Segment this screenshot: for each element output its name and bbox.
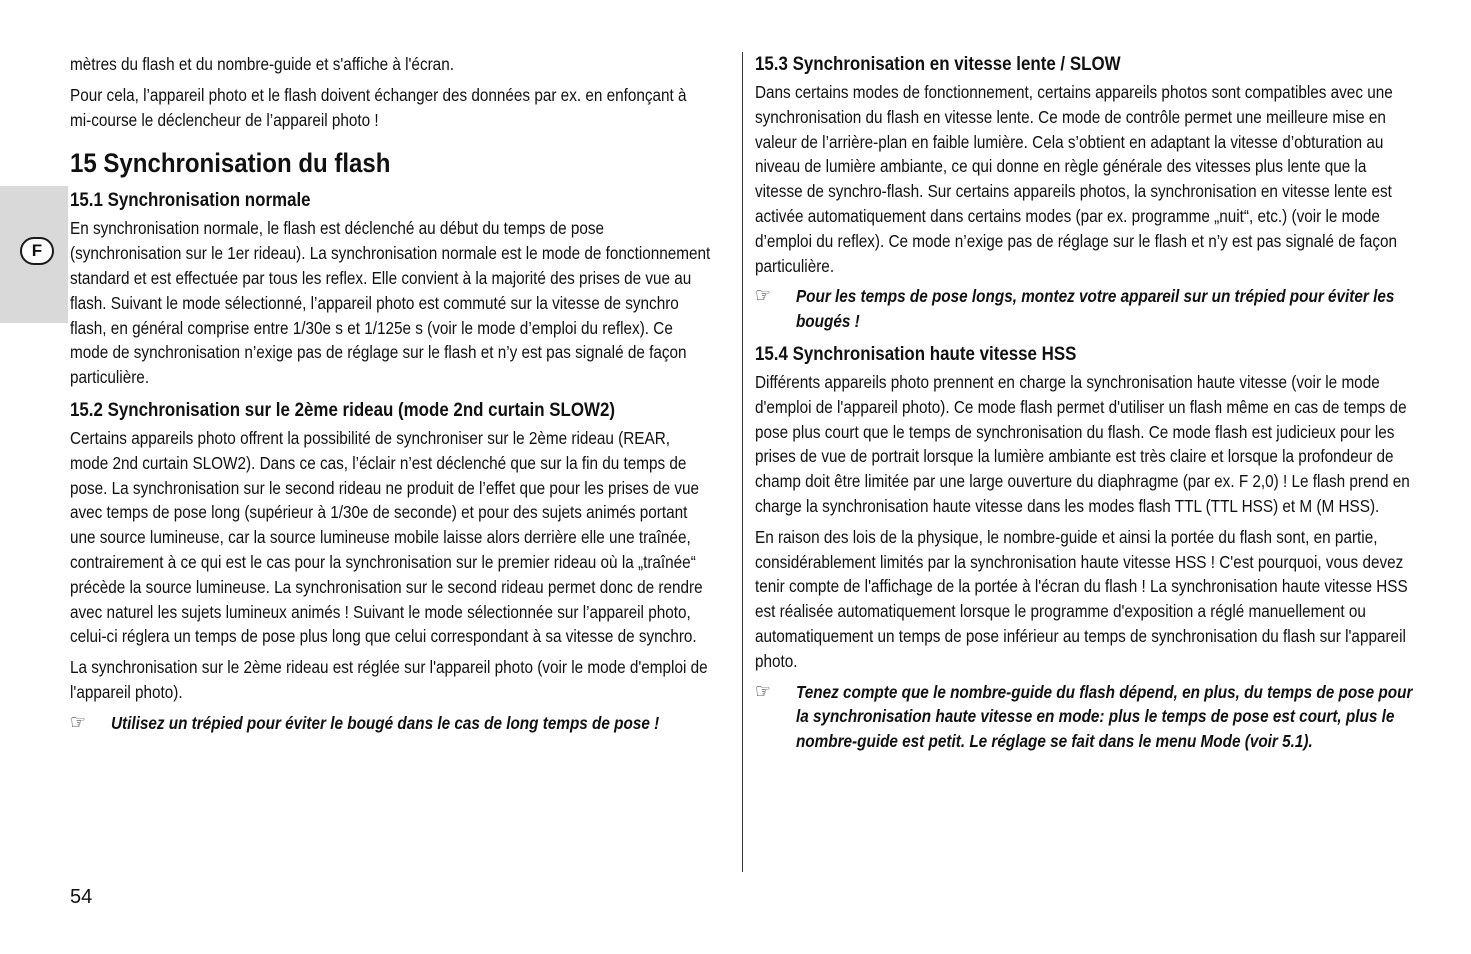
language-badge: F [20,237,54,265]
note-15-2 [70,711,711,736]
section-15-3-paragraph: Dans certains modes de fonctionnement, certains appareils photos sont compatibles avec une synchronisation du flash en vitesse lente. Ce mode de contrôle permet une meilleure mise en valeur de l’arrière-plan en faible lumière. Cela s’obtient en adaptant la vitesse d’obturation au niveau de lumière ambiante, ce qui donne en règle générale des vitesses plus lente que la vitesse de synchro-flash. Sur certains appareils photos, la synchronisation en vitesse lente est activée automatiquement dans certains modes (par ex. programme „nuit“, etc.) (voir le mode d’emploi du reflex). Ce mode n’exige pas de réglage sur le flash et n’y est pas signalé de façon particulière. [755,82,1397,276]
note-15-3-text: Pour les temps de pose longs, montez votre appareil sur un trépied pour éviter les bougés ! [795,286,1395,332]
note-15-4-text: Tenez compte que le nombre-guide du flash dépend, en plus, du temps de pose pour la synchronisation haute vitesse en mode: plus le temps de pose est court, plus le nombre-guide est petit. Le réglage se fait dans le menu Mode (voir 5.1). [795,681,1413,752]
note-15-4 [755,680,1414,754]
section-15-4-paragraph-1: Différents appareils photo prennent en charge la synchronisation haute vitesse (voir le mode d'emploi de l'appareil photo). Ce mode flash permet d'utiliser un flash même en cas de temps de pose plus court que le temps de synchronisation du flash. Ce mode flash est judicieux pour les prises de vue de portrait lorsque la lumière ambiante est très claire et lorsque la profondeur de champ doit être limitée par une large ouverture du diaphragme (par ex. F 2,0) ! Le flash prend en charge la synchronisation haute vitesse dans les modes flash TTL (TTL HSS) et M (M HSS). [755,371,1410,516]
right-column [755,52,1414,762]
page-number: 54 [70,886,93,908]
intro-paragraph-2: Pour cela, l’appareil photo et le flash doivent échanger des données par ex. en enfonçant à mi-course le déclencheur de l’appareil photo ! [70,84,687,130]
section-15-2-paragraph-1: Certains appareils photo offrent la possibilité de synchroniser sur le 2ème rideau (REAR, mode 2nd curtain SLOW2). Dans ce cas, l’éclair n’est déclenché que sur la fin du temps de pose. La synchronisation sur le second rideau ne produit de l’effet que pour les prises de vue avec temps de pose long (supérieur à 1/30e de seconde) et pour des sujets animés portant une source lumineuse, car la source lumineuse mobile laisse alors derrière elle une traînée, contrairement à ce qui est le cas pour la synchronisation sur le premier rideau où la „traînée“ précède la source lumineuse. La synchronisation sur le second rideau permet donc de rendre avec naturel les sujets lumineux animés ! Suivant le mode sélectionnée sur l’appareil photo, celui-ci réglera un temps de pose plus long que celui correspondant à sa vitesse de synchro. [70,427,703,647]
section-heading-15-4: 15.4 Synchronisation haute vitesse HSS [755,343,1077,365]
section-15-1-paragraph: En synchronisation normale, le flash est déclenché au début du temps de pose (synchronisation sur le 1er rideau). La synchronisation normale est le mode de fonctionnement standard et est effectuée par tous les reflex. Elle convient à la majorité des prises de vue au flash. Suivant le mode sélectionné, l’appareil photo est commuté sur la vitesse de synchro flash, en général comprise entre 1/30e s et 1/125e s (voir le mode d’emploi du reflex). Ce mode de synchronisation n’exige pas de réglage sur le flash et n’y est pas signalé de façon particulière. [70,218,711,388]
section-heading-15-3: 15.3 Synchronisation en vitesse lente / SLOW [755,54,1121,75]
note-15-2-text: Utilisez un trépied pour éviter le bougé dans le cas de long temps de pose ! [110,712,660,733]
section-15-4-paragraph-2: En raison des lois de la physique, le nombre-guide et ainsi la portée du flash sont, en partie, considérablement limités par la synchronisation haute vitesse HSS ! C'est pourquoi, vous devez tenir compte de l'affichage de la portée à l'écran du flash ! La synchronisation haute vitesse HSS est réalisée automatiquement lorsque le programme d'exposition a réglé manuellement ou automatiquement un temps de pose inférieur au temps de synchronisation du flash sur l'appareil photo. [755,526,1408,671]
left-column [70,52,711,744]
note-15-3 [755,284,1414,334]
section-15-2-paragraph-2: La synchronisation sur le 2ème rideau est réglée sur l'appareil photo (voir le mode d'emploi de l'appareil photo). [70,657,708,702]
section-heading-15-1: 15.1 Synchronisation normale [70,190,311,212]
pointing-hand-icon: ☞ [755,680,771,703]
intro-paragraph-1: mètres du flash et du nombre-guide et s'affiche à l'écran. [70,54,454,74]
section-heading-15-2: 15.2 Synchronisation sur le 2ème rideau (mode 2nd curtain SLOW2) [70,399,616,421]
pointing-hand-icon: ☞ [755,285,771,308]
pointing-hand-icon: ☞ [70,711,86,734]
chapter-title: 15 Synchronisation du flash [70,148,391,179]
column-divider [742,52,743,872]
